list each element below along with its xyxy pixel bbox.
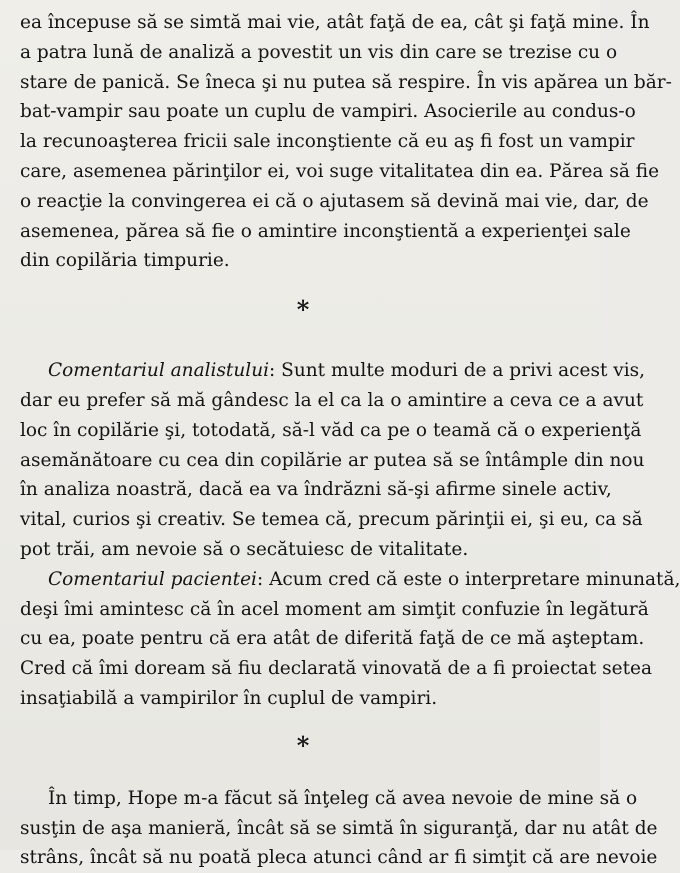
- patient-comment-label: Comentariul pacientei: [48, 568, 257, 590]
- paragraph-dream-story: [20, 8, 672, 276]
- analyst-comment-label: Comentariul analistului: [48, 360, 270, 382]
- text-line: În timp, Hope m-a făcut să înţeleg că avea nevoie de mine să o: [48, 787, 638, 809]
- text-line: loc în copilărie şi, totodată, să-l văd ca pe o teamă că o experienţă: [20, 419, 642, 441]
- text-line: care, asemenea părinţilor ei, voi suge vitalitatea din ea. Părea să fie: [20, 160, 660, 182]
- text-line: a patra lună de analiză a povestit un vis din care se trezise cu o: [20, 41, 618, 63]
- text-line: bat-vampir sau poate un cuplu de vampiri. Asocierile au condus-o: [20, 101, 636, 123]
- text-line: ea începuse să se simtă mai vie, atât faţă de ea, cât şi faţă mine. În: [20, 12, 650, 33]
- text-line: asemenea, părea să fie o amintire inconştientă a experienţei sale: [20, 220, 631, 242]
- text-line: [20, 565, 680, 595]
- analyst-comment: [20, 356, 646, 565]
- text-line: la recunoaşterea fricii sale inconştiente că eu aş fi fost un vampir: [20, 131, 635, 153]
- text-fragment: : Acum cred că este o interpretare minunată,: [256, 568, 680, 590]
- text-line: stare de panică. Se îneca şi nu putea să respire. În vis apărea un băr-: [20, 71, 672, 93]
- text-line: vital, curios şi creativ. Se temea că, precum părinţii ei, şi eu, ca să: [20, 509, 643, 531]
- text-line: deşi îmi amintesc că în acel moment am simţit confuzie în legătură: [20, 598, 649, 620]
- text-line: asemănătoare cu cea din copilărie ar putea să se întâmple din nou: [20, 449, 645, 471]
- text-line: Cred că îmi doream să fiu declarată vinovată de a fi proiectat setea: [20, 658, 653, 680]
- text-line: în analiza noastră, dacă ea va îndrăzni să-şi afirme sinele activ,: [20, 479, 612, 501]
- text-line: susţin de aşa manieră, încât să se simtă în siguranţă, dar nu atât de: [20, 817, 658, 839]
- text-line: strâns, încât să nu poată pleca atunci când ar fi simţit că are nevoie: [20, 847, 658, 869]
- paragraph-hope: [20, 784, 658, 873]
- section-separator: *: [296, 730, 310, 760]
- text-line: o reacţie la convingerea ei că o ajutasem să devină mai vie, dar, de: [20, 190, 649, 212]
- text-fragment: : Sunt multe moduri de a privi acest vis,: [269, 360, 646, 382]
- text-line: insaţiabilă a vampirilor în cuplul de vampiri.: [20, 687, 438, 709]
- text-line: [20, 356, 646, 386]
- text-line: pot trăi, am nevoie să o secătuiesc de vitalitate.: [20, 538, 469, 560]
- text-line: cu ea, poate pentru că era atât de diferită faţă de ce mă aşteptam.: [20, 628, 645, 650]
- patient-comment: [20, 565, 680, 714]
- section-separator: *: [296, 295, 310, 325]
- text-line: dar eu prefer să mă gândesc la el ca la o amintire a ceva ce a avut: [20, 389, 644, 411]
- text-line: din copilăria timpurie.: [20, 250, 230, 272]
